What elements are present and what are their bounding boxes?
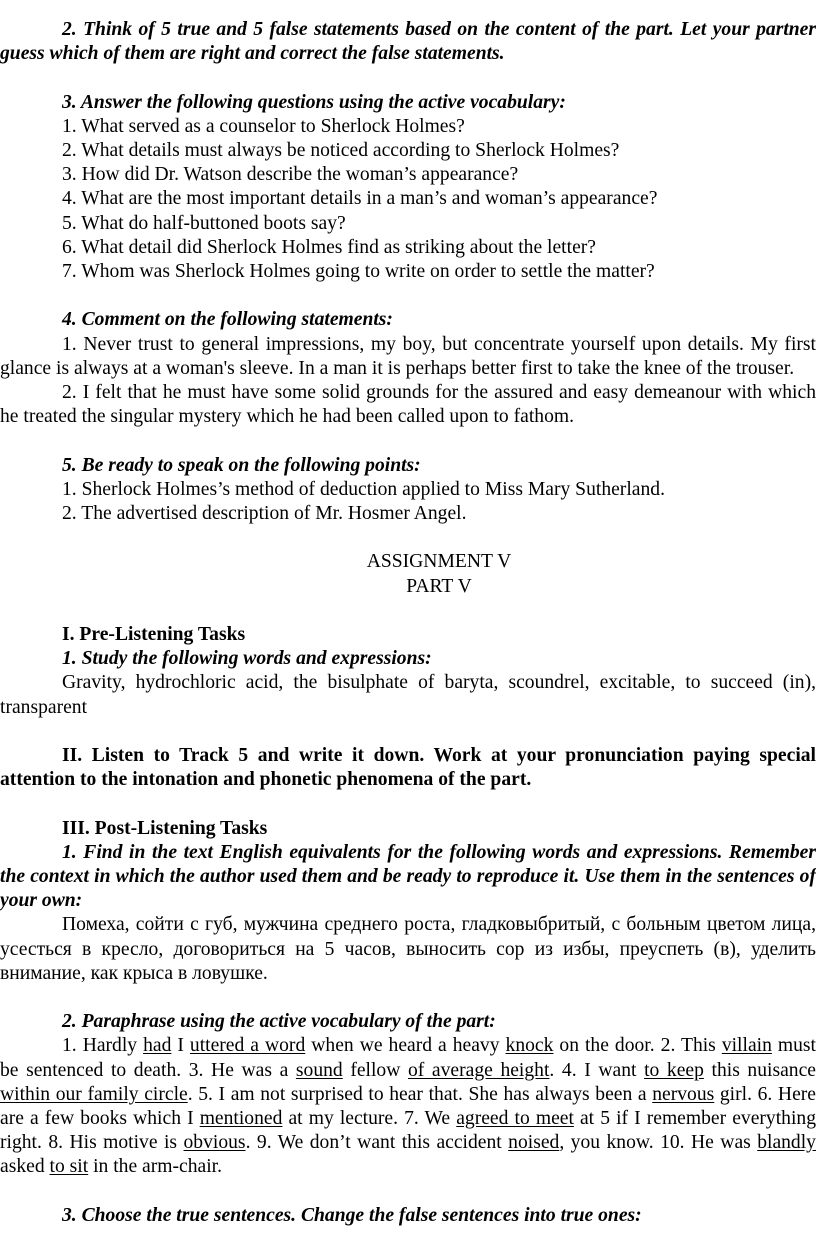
underlined-phrase: obvious	[183, 1132, 246, 1154]
underlined-phrase: to sit	[49, 1156, 89, 1178]
text-segment: at my lecture. 7. We	[282, 1108, 457, 1130]
text-segment: . 5. I am not surprised to hear that. She has always been a	[187, 1083, 653, 1105]
pre-listening-heading: I. Pre-Listening Tasks	[62, 624, 246, 645]
underlined-phrase: knock	[505, 1035, 554, 1057]
statement-item: 2. I felt that he must have some solid grounds for the assured and easy demeanour with which he treated the singular mystery which he had been called upon to fathom.	[0, 382, 816, 428]
assignment-part: PART V	[406, 575, 472, 597]
text-segment: . 9. We don’t want this accident	[245, 1132, 509, 1154]
question-item: 1. What served as a counselor to Sherlock Holmes?	[62, 115, 465, 137]
underlined-phrase: had	[143, 1035, 172, 1057]
underlined-phrase: of average height	[408, 1059, 550, 1081]
post-listening-task-2-heading: 2. Paraphrase using the active vocabulary of the part:	[62, 1011, 496, 1033]
listening-heading: II. Listen to Track 5 and write it down. Work at your pronunciation paying special attention to the intonation and phonetic phenomena of the part.	[0, 745, 816, 791]
russian-expressions: Помеха, сойти с губ, мужчина среднего роста, гладковыбритый, с больным цветом лица, усесться в кресло, договориться на 5 часов, выносить сор из избы, преуспеть (в), уделить внимание, как крыса в ловушке.	[0, 914, 816, 984]
post-listening-task-3-heading: 3. Choose the true sentences. Change the false sentences into true ones:	[62, 1204, 642, 1226]
document-page	[0, 18, 816, 1228]
text-segment: on the door. 2. This	[553, 1035, 722, 1057]
point-item: 2. The advertised description of Mr. Hosmer Angel.	[62, 503, 467, 525]
task-3-heading: 3. Answer the following questions using the active vocabulary:	[62, 91, 566, 113]
underlined-phrase: sound	[295, 1059, 343, 1081]
text-segment: asked	[0, 1156, 50, 1178]
statement-item: 1. Never trust to general impressions, my boy, but concentrate yourself upon details. My first glance is always at a woman's sleeve. In a man it is perhaps better first to take the knee of the trouser.	[0, 333, 816, 379]
text-segment: at 5 if I remember everything right. 8. His motive is	[0, 1108, 816, 1154]
task-4-heading: 4. Comment on the following statements:	[62, 309, 393, 331]
underlined-phrase: agreed to meet	[456, 1108, 574, 1130]
question-item: 4. What are the most important details in a man’s and woman’s appearance?	[62, 188, 658, 210]
text-segment: girl. 6. Here are a few books which I	[0, 1083, 816, 1130]
vocabulary-words: Gravity, hydrochloric acid, the bisulphate of baryta, scoundrel, excitable, to succeed (in), transparent	[0, 672, 816, 718]
question-item: 7. Whom was Sherlock Holmes going to write on order to settle the matter?	[62, 261, 655, 283]
underlined-phrase: to keep	[644, 1059, 704, 1081]
post-listening-heading: III. Post-Listening Tasks	[62, 817, 268, 839]
underlined-phrase: within our family circle	[0, 1083, 188, 1105]
question-item: 2. What details must always be noticed according to Sherlock Holmes?	[62, 140, 620, 161]
point-item: 1. Sherlock Holmes’s method of deduction applied to Miss Mary Sutherland.	[62, 478, 665, 500]
text-segment: fellow	[342, 1059, 408, 1081]
text-segment: when we heard a heavy	[305, 1035, 506, 1057]
question-item: 5. What do half-buttoned boots say?	[62, 212, 346, 234]
assignment-title: ASSIGNMENT V	[366, 551, 512, 573]
underlined-phrase: blandly	[757, 1132, 816, 1154]
underlined-phrase: nervous	[652, 1083, 715, 1105]
text-segment: 1. Hardly	[62, 1035, 144, 1057]
underlined-phrase: noised	[508, 1132, 560, 1154]
paraphrase-paragraph	[0, 1034, 816, 1179]
underlined-phrase: uttered a word	[189, 1035, 306, 1057]
text-segment: must be sentenced to death. 3. He was a	[0, 1035, 816, 1081]
text-segment: in the arm-chair.	[88, 1156, 223, 1178]
text-segment: , you know. 10. He was	[559, 1132, 758, 1154]
task-5-heading: 5. Be ready to speak on the following points:	[62, 454, 421, 476]
text-segment: this nuisance	[703, 1059, 816, 1081]
question-item: 6. What detail did Sherlock Holmes find as striking about the letter?	[62, 236, 596, 258]
text-segment: . 4. I want	[549, 1059, 645, 1081]
post-listening-task-1-heading: 1. Find in the text English equivalents for the following words and expressions. Remember the context in which the author used them and be ready to reproduce it. Use them in the sentences of your own:	[0, 841, 816, 912]
underlined-phrase: villain	[721, 1035, 772, 1057]
task-3-question-list	[0, 115, 816, 284]
task-2-heading: 2. Think of 5 true and 5 false statements based on the content of the part. Let your partner guess which of them are right and correct the false statements.	[0, 19, 816, 65]
underlined-phrase: mentioned	[199, 1108, 283, 1130]
pre-listening-task-1-heading: 1. Study the following words and expressions:	[62, 648, 432, 670]
text-segment: I	[171, 1035, 190, 1057]
question-item: 3. How did Dr. Watson describe the woman’s appearance?	[62, 164, 519, 186]
